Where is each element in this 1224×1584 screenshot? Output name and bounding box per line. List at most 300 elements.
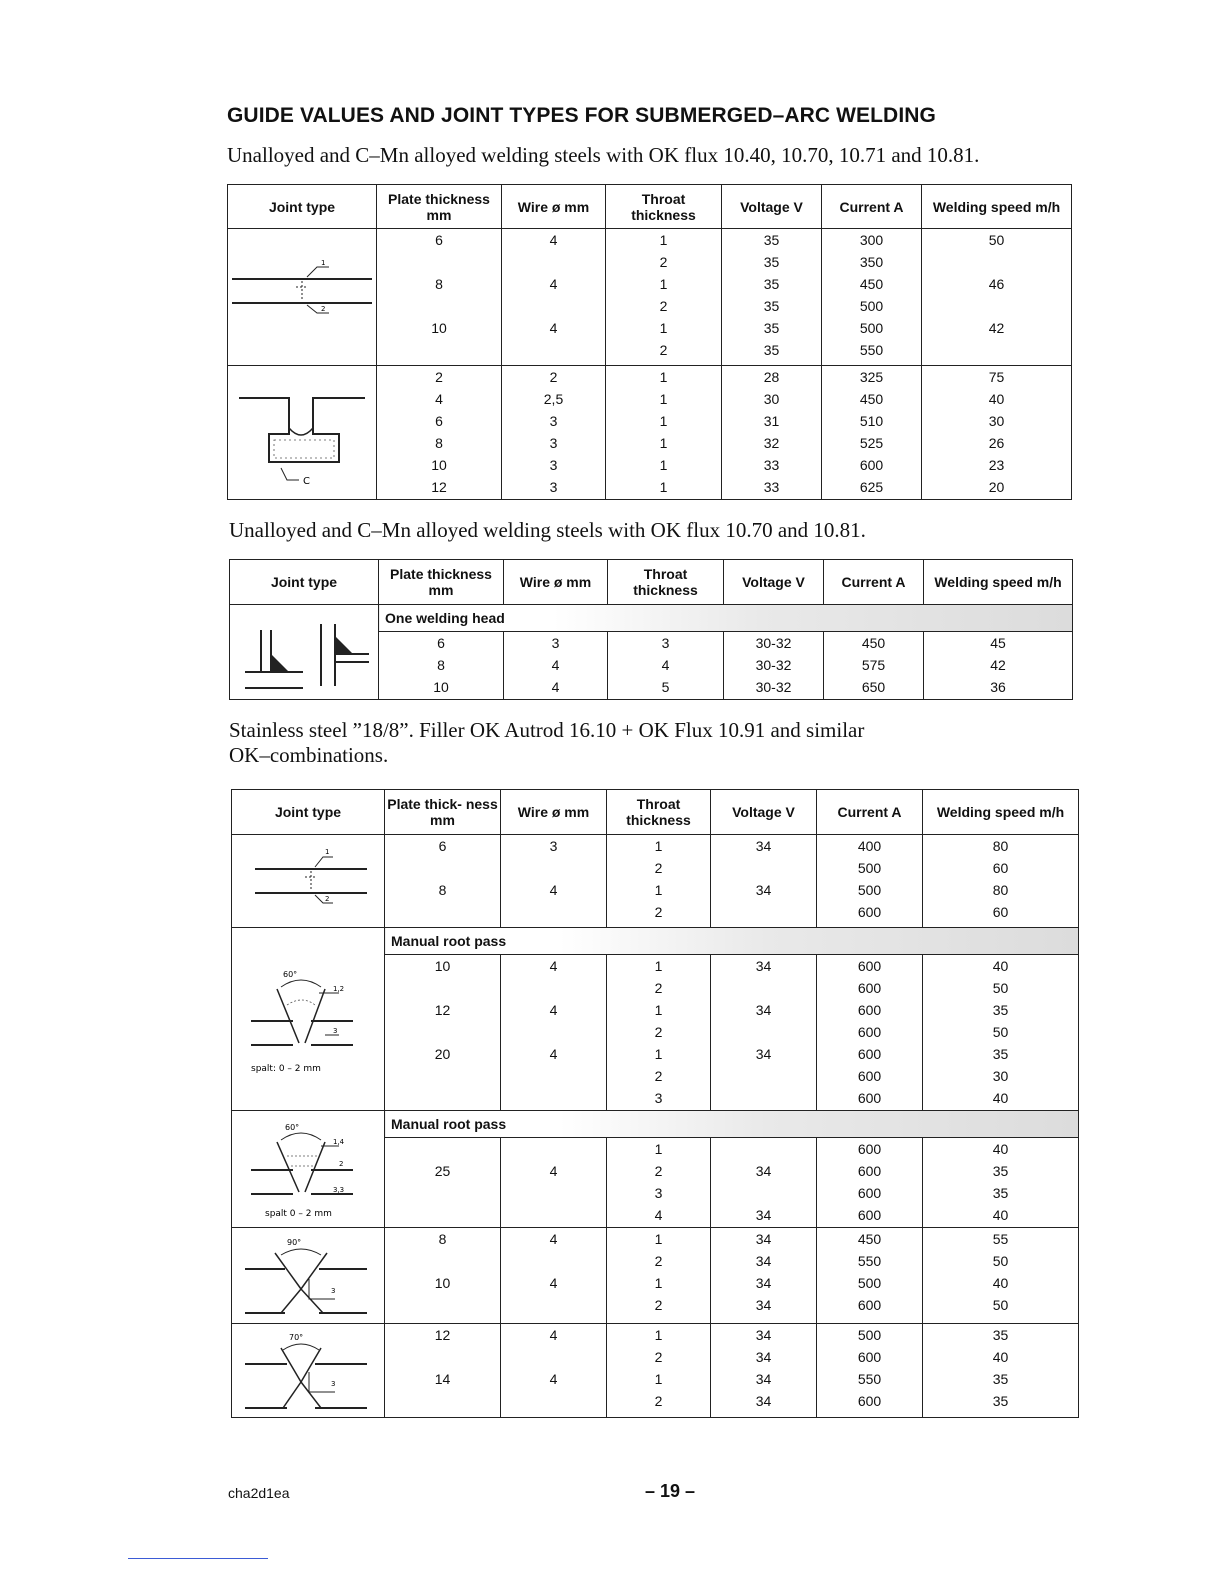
table-cell: [385, 857, 500, 879]
table-cell: 12: [431, 479, 447, 495]
col-thickness: [385, 835, 501, 928]
table-cell: 2: [654, 1253, 663, 1269]
table-cell: 350: [859, 254, 884, 270]
table-cell: 600: [859, 457, 884, 473]
table-cell: 36: [990, 679, 1006, 695]
table-cell: [501, 1138, 606, 1160]
fillet-joint-diagram: [231, 610, 377, 694]
joint-diagram-cell: [228, 366, 377, 500]
col-voltage: [711, 1324, 817, 1418]
table-cell: 34: [755, 1231, 772, 1247]
table-cell: 650: [861, 679, 886, 695]
table-cell: 1: [654, 1371, 663, 1387]
table-cell: 40: [992, 1275, 1009, 1291]
table-cell: 14: [434, 1371, 451, 1387]
svg-text:1: 1: [325, 848, 330, 856]
table-cell: 30-32: [755, 635, 792, 651]
col-thickness: [379, 632, 504, 700]
groove-angle-label: 90°: [287, 1237, 302, 1247]
col-wire: [502, 229, 606, 366]
table-cell: 4: [549, 882, 558, 898]
table-cell: [501, 901, 606, 923]
header-voltage: Voltage V: [724, 560, 824, 605]
header-speed: Welding speed m/h: [923, 790, 1079, 835]
table-cell: 20: [434, 1046, 451, 1062]
table-cell: 1: [659, 391, 668, 407]
table-cell: 1: [659, 457, 668, 473]
table-cell: [502, 295, 605, 317]
table-cell: 2: [654, 1068, 663, 1084]
gap-label: spalt: 0 – 2 mm: [251, 1064, 321, 1074]
table-cell: 50: [988, 232, 1005, 248]
butt-joint-diagram: [235, 841, 381, 921]
header-joint-type: Joint type: [232, 790, 385, 835]
table-cell: 35: [763, 232, 780, 248]
table-cell: 4: [549, 1231, 558, 1247]
table-cell: 550: [857, 1371, 882, 1387]
joint-diagram-cell: [230, 605, 379, 700]
table-cell: 35: [992, 1046, 1009, 1062]
table-cell: [385, 1346, 500, 1368]
table-cell: [922, 295, 1071, 317]
table-cell: 450: [859, 276, 884, 292]
table-cell: [922, 339, 1071, 361]
col-throat: [606, 366, 722, 500]
header-joint-type: Joint type: [230, 560, 379, 605]
col-throat: [607, 835, 711, 928]
table-cell: 525: [859, 435, 884, 451]
butt-joint-diagram: [229, 257, 375, 337]
table-cell: 1: [659, 479, 668, 495]
table-cell: 2: [435, 369, 443, 385]
table-cell: 4: [551, 657, 560, 673]
table-cell: 3: [654, 1090, 663, 1106]
table-cell: [501, 1021, 606, 1043]
col-throat: [607, 1324, 711, 1418]
table-cell: [711, 857, 816, 879]
table-cell: 10: [431, 320, 447, 336]
col-speed: [923, 955, 1079, 1111]
table-cell: [385, 1138, 500, 1160]
table-cell: 600: [857, 1163, 882, 1179]
table-cell: 450: [857, 1231, 882, 1247]
table-cell: 500: [857, 882, 882, 898]
col-current: [824, 632, 924, 700]
table-cell: 600: [857, 1185, 882, 1201]
joint-diagram-cell: [232, 1324, 385, 1418]
table-cell: 30-32: [755, 657, 792, 673]
table-cell: [501, 1294, 606, 1316]
page-title: GUIDE VALUES AND JOINT TYPES FOR SUBMERGED–ARC WELDING: [227, 104, 936, 127]
table-cell: 34: [755, 1207, 772, 1223]
table-cell: 50: [992, 1253, 1009, 1269]
table-cell: 600: [857, 958, 882, 974]
table-cell: 600: [857, 1297, 882, 1313]
table-cell: 1: [654, 1275, 663, 1291]
table-cell: 45: [990, 635, 1006, 651]
table-cell: [922, 251, 1071, 273]
header-wire: Wire ø mm: [502, 185, 606, 229]
table-cell: 34: [755, 1393, 772, 1409]
table-cell: [711, 1138, 816, 1160]
table-cell: [501, 1065, 606, 1087]
table-cell: 625: [859, 479, 884, 495]
table-cell: 30-32: [755, 679, 792, 695]
table-cell: [501, 1204, 606, 1226]
col-thickness: [377, 366, 502, 500]
svg-text:1,4: 1,4: [333, 1138, 345, 1146]
table-cell: 6: [435, 413, 443, 429]
col-current: [817, 835, 923, 928]
header-plate-thickness: Plate thickness mm: [377, 185, 502, 229]
col-thickness: [377, 229, 502, 366]
table-row-group: [228, 229, 1072, 366]
table-cell: 4: [549, 1371, 558, 1387]
table-cell: [385, 1065, 500, 1087]
table-cell: 34: [755, 1349, 772, 1365]
table-cell: 30: [763, 391, 780, 407]
col-speed: [922, 366, 1072, 500]
table-cell: [711, 1182, 816, 1204]
col-throat: [607, 1228, 711, 1324]
table-cell: 55: [992, 1231, 1009, 1247]
table-cell: 23: [988, 457, 1005, 473]
table-cell: 4: [549, 1327, 558, 1343]
table-cell: 3: [549, 479, 558, 495]
table-cell: 34: [755, 1253, 772, 1269]
table-cell: 40: [992, 1141, 1009, 1157]
table-cell: [385, 1250, 500, 1272]
table-cell: 10: [434, 1275, 451, 1291]
table-cell: 4: [549, 1002, 558, 1018]
table-cell: 8: [435, 276, 443, 292]
joint-diagram-cell: [228, 229, 377, 366]
table-cell: 40: [992, 1207, 1009, 1223]
table-cell: 8: [435, 435, 443, 451]
table-cell: 35: [992, 1327, 1009, 1343]
table-cell: 1: [659, 435, 668, 451]
groove-angle-label: 60°: [285, 1123, 300, 1132]
table-cell: 35: [763, 276, 780, 292]
one-welding-head-bar: One welding head: [379, 605, 1073, 632]
table-cell: 40: [992, 1349, 1009, 1365]
table-cell: 2: [654, 1349, 663, 1365]
table-cell: 4: [549, 276, 558, 292]
table-cell: 4: [549, 232, 558, 248]
table-cell: [385, 1182, 500, 1204]
table-cell: [711, 977, 816, 999]
svg-text:1,2: 1,2: [333, 985, 345, 993]
table-cell: 50: [992, 1024, 1009, 1040]
groove-angle-label: 60°: [283, 970, 298, 979]
table-cell: 1: [654, 1141, 663, 1157]
table-cell: 600: [857, 980, 882, 996]
table-header-row: [232, 790, 1079, 835]
col-throat: [607, 1138, 711, 1228]
table-cell: 1: [654, 958, 663, 974]
col-voltage: [722, 229, 822, 366]
v-joint-diagram: [235, 959, 381, 1079]
table-cell: 35: [763, 320, 780, 336]
table-cell: [501, 977, 606, 999]
table-cell: 6: [435, 232, 443, 248]
table-cell: 3: [549, 435, 558, 451]
manual-root-pass-bar: Manual root pass: [385, 928, 1079, 955]
table-cell: 575: [861, 657, 886, 673]
svg-text:2: 2: [339, 1160, 344, 1168]
col-wire: [504, 632, 608, 700]
table-cell: [501, 1087, 606, 1109]
header-wire: Wire ø mm: [501, 790, 607, 835]
table-cell: 3: [654, 1185, 663, 1201]
table-cell: 3: [549, 838, 558, 854]
table-row-group: [230, 605, 1073, 632]
table-cell: 500: [859, 320, 884, 336]
table-cell: 40: [992, 958, 1009, 974]
document-code: cha2d1ea: [228, 1485, 290, 1501]
table-cell: 2: [659, 298, 668, 314]
header-throat: Throat thickness: [607, 790, 711, 835]
table-cell: 80: [992, 882, 1009, 898]
section3-subtitle-line2: OK–combinations.: [229, 743, 389, 767]
col-thickness: [385, 955, 501, 1111]
table-cell: 4: [549, 320, 558, 336]
header-joint-type: Joint type: [228, 185, 377, 229]
table-cell: 35: [763, 342, 780, 358]
col-speed: [922, 229, 1072, 366]
table-cell: 2: [654, 860, 663, 876]
svg-text:1: 1: [321, 259, 326, 267]
groove-angle-label: 70°: [289, 1332, 304, 1342]
table-cell: 60: [992, 904, 1009, 920]
table-cell: 35: [992, 1002, 1009, 1018]
table-cell: 60: [992, 860, 1009, 876]
header-speed: Welding speed m/h: [922, 185, 1072, 229]
table-cell: [711, 1065, 816, 1087]
col-wire: [501, 835, 607, 928]
table-cell: 35: [992, 1163, 1009, 1179]
header-plate-thickness: Plate thickness mm: [379, 560, 504, 605]
header-current: Current A: [822, 185, 922, 229]
svg-text:3: 3: [331, 1286, 336, 1295]
table-cell: [711, 1021, 816, 1043]
col-speed: [923, 1138, 1079, 1228]
table-cell: 4: [661, 657, 670, 673]
col-thickness: [385, 1138, 501, 1228]
table-cell: 3: [549, 413, 558, 429]
table-cell: [385, 1204, 500, 1226]
table-cell: [377, 339, 501, 361]
table-cell: 26: [988, 435, 1005, 451]
table-cell: 500: [857, 1327, 882, 1343]
table-cell: 1: [659, 276, 668, 292]
section1-subtitle: Unalloyed and C–Mn alloyed welding steels with OK flux 10.40, 10.70, 10.71 and 10.81.: [227, 143, 980, 167]
col-speed: [923, 835, 1079, 928]
table-cell: 1: [659, 413, 668, 429]
table-cell: 30: [988, 413, 1005, 429]
table-header-row: [228, 185, 1072, 229]
header-throat: Throat thickness: [606, 185, 722, 229]
table-cell: 30: [992, 1068, 1009, 1084]
table-cell: 50: [992, 1297, 1009, 1313]
table-cell: 600: [857, 1024, 882, 1040]
col-current: [817, 1324, 923, 1418]
table-cell: 3: [549, 457, 558, 473]
footer-rule: [128, 1558, 268, 1559]
table-cell: 10: [433, 679, 449, 695]
table-cell: 33: [763, 457, 780, 473]
table-cell: [501, 1182, 606, 1204]
x-joint-70-diagram: [235, 1326, 381, 1416]
col-speed: [923, 1228, 1079, 1324]
table-cell: 6: [438, 838, 447, 854]
header-current: Current A: [824, 560, 924, 605]
table-cell: 75: [988, 369, 1005, 385]
table-header-row: [230, 560, 1073, 605]
col-wire: [501, 955, 607, 1111]
table-row-group: [228, 366, 1072, 500]
col-speed: [924, 632, 1073, 700]
manual-root-pass-bar: Manual root pass: [385, 1111, 1079, 1138]
table-cell: 12: [434, 1002, 451, 1018]
table-cell: 34: [755, 1275, 772, 1291]
col-speed: [923, 1324, 1079, 1418]
table-cell: [385, 1087, 500, 1109]
col-voltage: [711, 955, 817, 1111]
table-cell: 34: [755, 1297, 772, 1313]
table-cell: 42: [988, 320, 1005, 336]
section3-subtitle-line1: Stainless steel ”18/8”. Filler OK Autrod 16.10 + OK Flux 10.91 and similar: [229, 718, 865, 742]
table-cell: 31: [763, 413, 780, 429]
table-cell: 600: [857, 1349, 882, 1365]
table-cell: 32: [763, 435, 780, 451]
table-cell: 1: [659, 232, 668, 248]
svg-text:3: 3: [331, 1379, 336, 1388]
table-cell: 28: [763, 369, 780, 385]
flange-joint-diagram: [229, 378, 375, 488]
header-voltage: Voltage V: [722, 185, 822, 229]
header-current: Current A: [817, 790, 923, 835]
header-throat: Throat thickness: [608, 560, 724, 605]
table-cell: 8: [437, 657, 445, 673]
table-cell: 2: [654, 1297, 663, 1313]
table-cell: 33: [763, 479, 780, 495]
table-cell: 4: [549, 1275, 558, 1291]
table-cell: 510: [859, 413, 884, 429]
table-cell: 550: [857, 1253, 882, 1269]
table-cell: 35: [992, 1185, 1009, 1201]
table-cell: 2: [654, 980, 663, 996]
col-throat: [606, 229, 722, 366]
joint-diagram-cell: [232, 1111, 385, 1228]
table-cell: [385, 1294, 500, 1316]
table-fillet: [229, 559, 1073, 700]
col-wire: [501, 1324, 607, 1418]
col-thickness: [385, 1324, 501, 1418]
joint-diagram-cell: [232, 928, 385, 1111]
table-cell: [385, 1021, 500, 1043]
col-wire: [502, 366, 606, 500]
table-cell: 450: [859, 391, 884, 407]
table-cell: 4: [654, 1207, 663, 1223]
col-current: [817, 955, 923, 1111]
table-cell: 5: [661, 679, 670, 695]
svg-text:3: 3: [333, 1027, 338, 1035]
x-joint-90-diagram: [235, 1231, 381, 1321]
table-cell: 2,5: [543, 391, 564, 407]
table-cell: 400: [857, 838, 882, 854]
gap-label: spalt 0 – 2 mm: [265, 1209, 332, 1219]
svg-text:2: 2: [325, 895, 330, 903]
table-cell: [501, 1390, 606, 1412]
table-cell: 600: [857, 904, 882, 920]
table-cell: [385, 977, 500, 999]
table-cell: 600: [857, 1068, 882, 1084]
col-thickness: [385, 1228, 501, 1324]
table-cell: 35: [763, 298, 780, 314]
table-cell: 3: [551, 635, 560, 651]
table-cell: 2: [654, 1163, 663, 1179]
col-voltage: [711, 1138, 817, 1228]
table-cell: 1: [659, 369, 668, 385]
table-cell: [377, 295, 501, 317]
table-cell: 2: [654, 904, 663, 920]
table-cell: 1: [654, 1002, 663, 1018]
table-cell: 2: [659, 342, 668, 358]
table-cell: 600: [857, 1207, 882, 1223]
table-cell: 25: [434, 1163, 451, 1179]
table-cell: 500: [857, 860, 882, 876]
table-row-group: [232, 928, 1079, 955]
table-cell: 600: [857, 1002, 882, 1018]
joint-diagram-cell: [232, 835, 385, 928]
table-cell: 450: [861, 635, 886, 651]
table-cell: 6: [437, 635, 445, 651]
table-cell: 4: [435, 391, 443, 407]
table-cell: 42: [990, 657, 1006, 673]
header-wire: Wire ø mm: [504, 560, 608, 605]
table-cell: 34: [755, 1163, 772, 1179]
table-cell: 550: [859, 342, 884, 358]
table-cell: 34: [755, 1046, 772, 1062]
svg-text:2: 2: [321, 305, 326, 313]
table-cell: 1: [654, 1046, 663, 1062]
joint-label: C: [303, 475, 310, 487]
table-cell: 12: [434, 1327, 451, 1343]
table-cell: 35: [992, 1393, 1009, 1409]
table-cell: 4: [549, 1163, 558, 1179]
v-joint-multipass-diagram: [235, 1116, 381, 1222]
table-cell: 4: [549, 1046, 558, 1062]
table-cell: 4: [551, 679, 560, 695]
table-cell: 34: [755, 1371, 772, 1387]
col-throat: [608, 632, 724, 700]
table-row-group: [232, 1324, 1079, 1418]
col-voltage: [711, 835, 817, 928]
table-cell: 34: [755, 1002, 772, 1018]
col-current: [817, 1138, 923, 1228]
table-cell: 500: [859, 298, 884, 314]
table-cell: [385, 1390, 500, 1412]
table-cell: 10: [434, 958, 451, 974]
table-cell: 34: [755, 1327, 772, 1343]
svg-text:3,3: 3,3: [333, 1186, 345, 1194]
table-cell: [501, 1250, 606, 1272]
col-throat: [607, 955, 711, 1111]
table-cell: 2: [659, 254, 668, 270]
col-wire: [501, 1228, 607, 1324]
table-cell: 600: [857, 1090, 882, 1106]
